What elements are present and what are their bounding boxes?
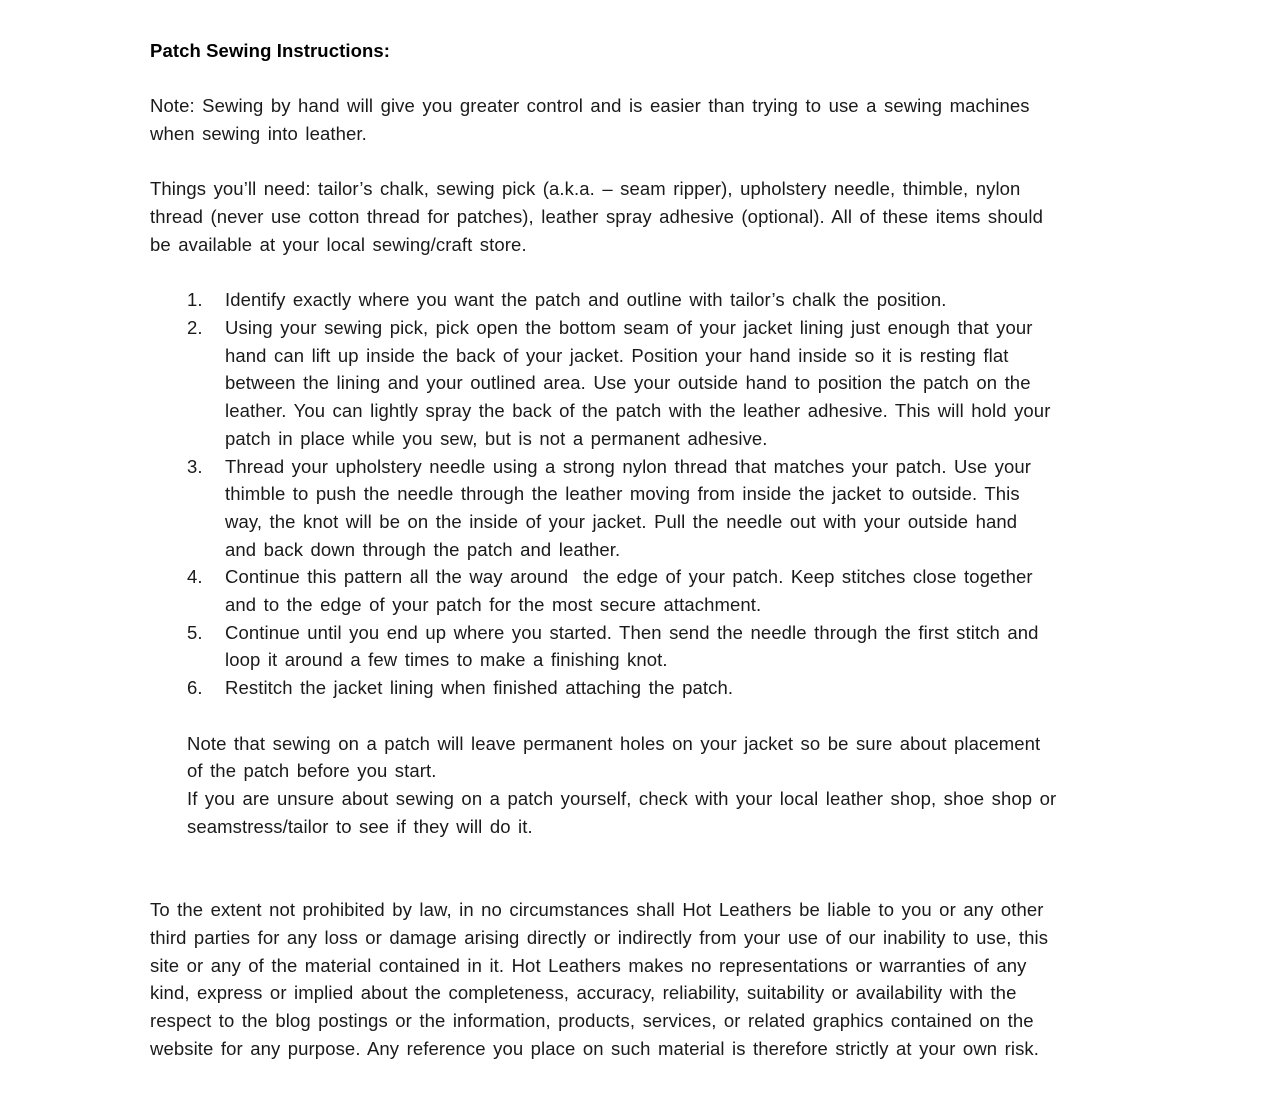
text-line: way, the knot will be on the inside of your jacket. Pull the needle out with your outside hand	[225, 510, 1018, 532]
step-text	[225, 314, 1275, 453]
text-line: be available at your local sewing/craft store.	[150, 233, 527, 255]
text-line: seamstress/tailor to see if they will do it.	[187, 815, 533, 837]
intro-paragraph-supplies	[150, 175, 1275, 258]
text-line: kind, express or implied about the completeness, accuracy, reliability, suitability or availability with the	[150, 982, 1017, 1004]
text-line: and back down through the patch and leather.	[225, 538, 621, 560]
text-line: patch in place while you sew, but is not a permanent adhesive.	[225, 427, 768, 449]
step-item	[187, 453, 1275, 564]
text-line: Things you’ll need: tailor’s chalk, sewing pick (a.k.a. – seam ripper), upholstery needle, thimble, nylon	[150, 178, 1021, 200]
text-line: Continue until you end up where you started. Then send the needle through the first stitch and	[225, 621, 1039, 643]
step-number: 3.	[187, 455, 203, 477]
text-line: hand can lift up inside the back of your jacket. Position your hand inside so it is resting flat	[225, 344, 1009, 366]
text-line: Note: Sewing by hand will give you greater control and is easier than trying to use a sewing machines	[150, 95, 1030, 117]
disclaimer-paragraph	[150, 896, 1275, 1062]
step-text	[225, 674, 1275, 702]
text-line: when sewing into leather.	[150, 123, 367, 145]
text-line: loop it around a few times to make a finishing knot.	[225, 649, 668, 671]
text-line: To the extent not prohibited by law, in no circumstances shall Hot Leathers be liable to you or any other	[150, 899, 1044, 921]
text-line: Continue this pattern all the way around the edge of your patch. Keep stitches close together	[225, 566, 1033, 588]
step-number: 4.	[187, 566, 203, 588]
text-line: thread (never use cotton thread for patches), leather spray adhesive (optional). All of these items should	[150, 206, 1044, 228]
step-item	[187, 674, 1275, 702]
step-text	[225, 453, 1275, 564]
text-line: Using your sewing pick, pick open the bottom seam of your jacket lining just enough that your	[225, 316, 1033, 338]
step-number: 2.	[187, 316, 203, 338]
text-line: thimble to push the needle through the leather moving from inside the jacket to outside. This	[225, 483, 1020, 505]
step-text	[225, 563, 1275, 618]
placement-note-paragraph	[187, 730, 1275, 841]
step-text	[225, 286, 1275, 314]
step-number: 1.	[187, 289, 203, 311]
step-text	[225, 619, 1275, 674]
document-title: Patch Sewing Instructions:	[150, 40, 391, 61]
text-line: Restitch the jacket lining when finished attaching the patch.	[225, 677, 734, 699]
text-line: If you are unsure about sewing on a patch yourself, check with your local leather shop, shoe shop or	[187, 787, 1057, 809]
text-line: Thread your upholstery needle using a strong nylon thread that matches your patch. Use your	[225, 455, 1032, 477]
instruction-steps-list	[187, 286, 1275, 702]
text-line: site or any of the material contained in it. Hot Leathers makes no representations or warranties of any	[150, 954, 1027, 976]
text-line: leather. You can lightly spray the back of the patch with the leather adhesive. This will hold your	[225, 400, 1051, 422]
step-item	[187, 286, 1275, 314]
step-item	[187, 314, 1275, 453]
text-line: third parties for any loss or damage arising directly or indirectly from your use of our inability to use, this	[150, 927, 1049, 949]
text-line: respect to the blog postings or the information, products, services, or related graphics contained on the	[150, 1010, 1034, 1032]
step-item	[187, 619, 1275, 674]
text-line: and to the edge of your patch for the most secure attachment.	[225, 594, 762, 616]
step-number: 5.	[187, 621, 203, 643]
text-line: of the patch before you start.	[187, 760, 437, 782]
text-line: Note that sewing on a patch will leave permanent holes on your jacket so be sure about placement	[187, 732, 1041, 754]
step-number: 6.	[187, 677, 203, 699]
step-item	[187, 563, 1275, 618]
text-line: Identify exactly where you want the patch and outline with tailor’s chalk the position.	[225, 289, 947, 311]
text-line: between the lining and your outlined area. Use your outside hand to position the patch on the	[225, 372, 1031, 394]
text-line: website for any purpose. Any reference you place on such material is therefore strictly at your own risk.	[150, 1037, 1040, 1059]
intro-paragraph-note	[150, 92, 1275, 147]
